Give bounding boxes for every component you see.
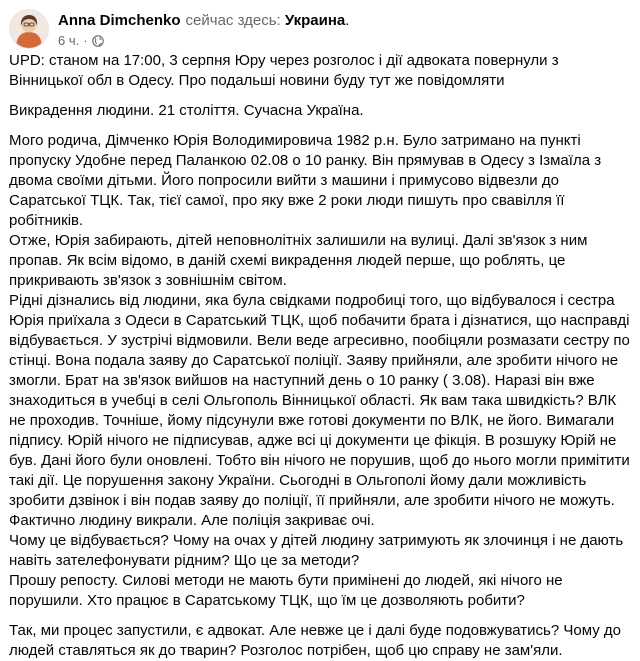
post-paragraph-detention: Мого родича, Дімченко Юрія Володимировича 1982 р.н. Було затримано на пункті пропуску Удобне перед Паланкою 02.08 о 10 ранку. Він прямував в Одесу з Ізмаїла з двома своїми дітьми. Його попросили вийти з машини і примусово відвезли до Саратської ТЦК. Так, тієї самої, про яку вже 2 роки люди пишуть про свавілля її робітників.	[9, 132, 602, 229]
post-paragraph-questions: Чому це відбувається? Чому на очах у дітей людину затримують як злочинця і не дають навіть зателефонувати рідним? Що це за методи?	[9, 532, 624, 569]
post-paragraph-closing: Так, ми процес запустили, є адвокат. Але невже це і далі буде подовжуватись? Чому до людей ставляться як до тварин? Розголос потрібен, щоб цю справу не зам'яли.	[9, 622, 621, 659]
post-timestamp[interactable]: 6 ч.	[58, 33, 80, 48]
location-suffix: .	[345, 12, 350, 29]
post-paragraph-update: UPD: станом на 17:00, 3 серпня Юру через розголос і дії адвоката повернули з Вінницької обл в Одесу. Про подальші новини буду тут же повідомляти	[9, 52, 559, 89]
post-paragraph-headline: Викрадення людини. 21 століття. Сучасна Україна.	[9, 102, 364, 119]
post-header	[9, 9, 629, 49]
avatar-portrait-icon	[10, 10, 48, 48]
author-avatar[interactable]	[9, 9, 49, 49]
post-body	[9, 51, 631, 661]
post-paragraph-relatives: Рідні дізнались від людини, яка була свідками подробиці того, що відбувалося і сестра Юрія приїхала з Одеси в Саратський ТЦК, щоб побачити брата і дізнатися, що насправді відбувається. У зустрічі відмовили. Вели веде агресивно, пообіцяли розмазати сестру по стінці. Вона подала заяву до Саратської поліції. Заяву прийняли, але зробити нічого не змогли. Брат на зв'язок вийшов на наступний день о 10 ранку ( 3.08). Наразі він вже знаходиться в учебці в селі Ольгополь Вінницької області. Як вам така швидкість? ВЛК не проходив. Точніше, йому підсунули вже готові документи по ВЛК, не його. Вимагали підпису. Юрій нічого не підписував, адже всі ці документи це фікція. В розшуку Юрій не був. Дані його були оновлені. Тобто він нічого не порушив, щоб до нього могли примітити такі дії. Це порушення закону України. Сьогодні в Ольгополі йому дали можливість зробити дзвінок і він подав заяву до поліції, її прийняли, але зробити нічого не можуть. Фактично людину викрали. Але поліція закриває очі.	[9, 292, 630, 529]
post-paragraph-children: Отже, Юрія забирають, дітей неповнолітніх залишили на вулиці. Далі зв'язок з ним пропав. Як всім відомо, в даній схемі викрадення людей перше, що роблять, це прикривають зв'язок з зовнішнім світом.	[9, 232, 588, 289]
post-meta	[58, 33, 104, 49]
location-link[interactable]: Украина	[284, 12, 346, 29]
meta-separator: ·	[83, 33, 88, 48]
author-name-link[interactable]: Anna Dimchenko	[58, 12, 181, 29]
post-paragraph-repost-request: Прошу репосту. Силові методи не мають бути примінені до людей, які нічого не порушили. Хто працює в Саратському ТЦК, що їм це дозволяють робити?	[9, 572, 563, 609]
globe-icon[interactable]	[92, 35, 104, 47]
author-line	[58, 12, 349, 30]
presence-label: сейчас здесь:	[185, 12, 281, 29]
